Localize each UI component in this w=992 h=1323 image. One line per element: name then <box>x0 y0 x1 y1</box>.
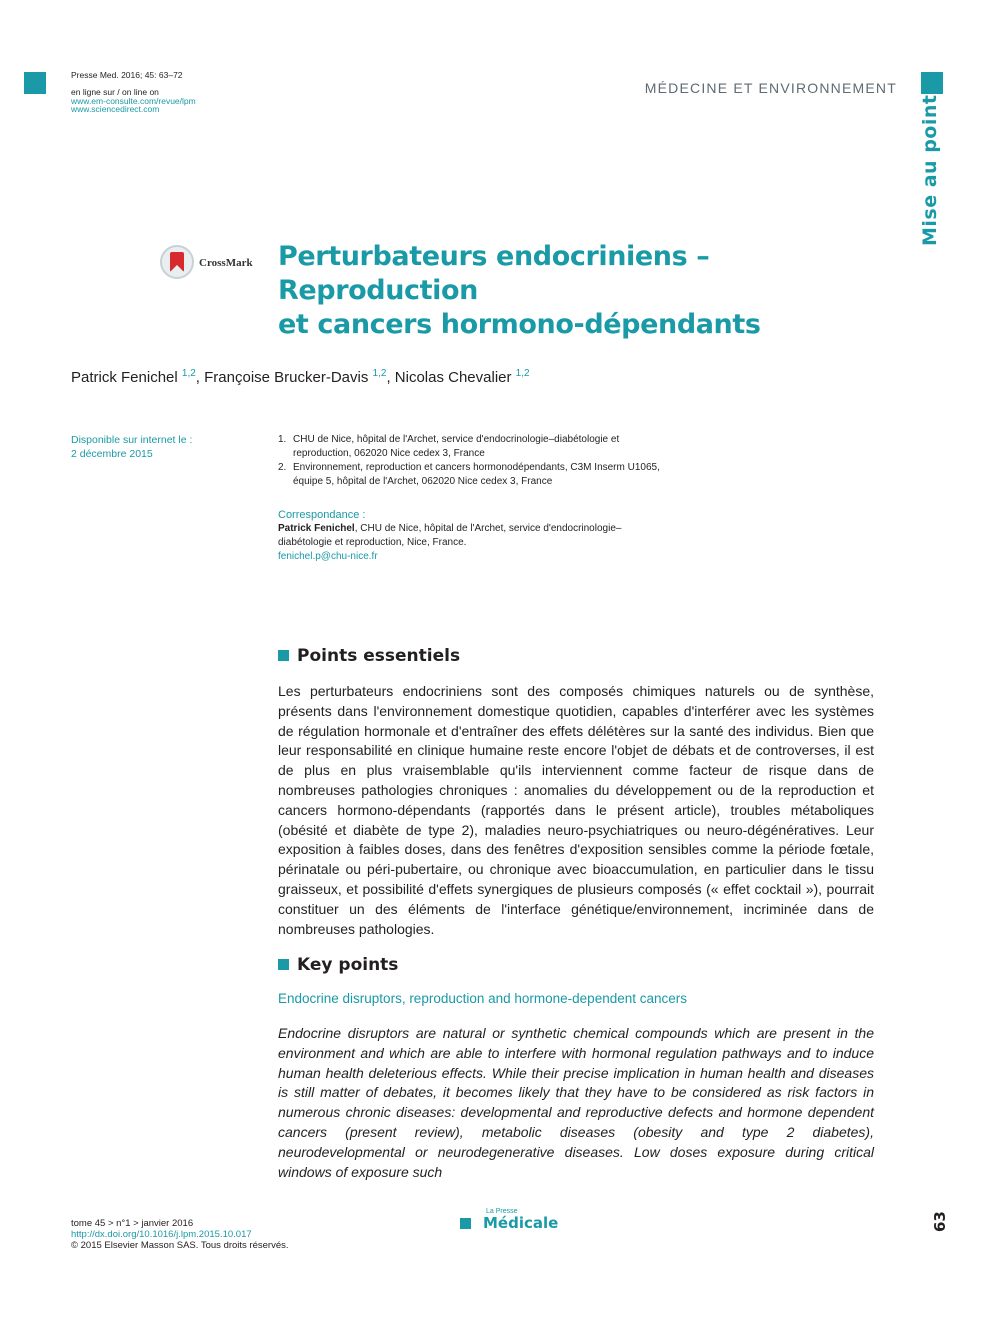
points-essentiels-text: Les perturbateurs endocriniens sont des composés chimiques naturels ou de synthèse, présents dans l'environnement domestique quotidien, capables d'interférer avec les systèmes de régulation hormonale et d'entraîner des effets délétères sur la santé des individus. Bien que leur responsabilité en clinique humaine reste encore l'objet de débats et de controverses, il est de plus en plus vraisemblable qu'ils interviennent comme facteur de risque dans de nombreuses pathologies chroniques : anomalies du développement ou de la reproduction et cancers hormono-dépendants (rapportés dans le présent article), troubles métaboliques (obésité et diabète de type 2), maladies neuro-psychiatriques ou neuro-dégénératives. Leur exposition à faibles doses, dans des fenêtres d'exposition sensibles comme la période fœtale, périnatale ou péri-pubertaire, ou chronique avec bioaccumulation, en particulier dans le tissu graisseux, et possibilité d'effets synergiques de plusieurs composés (« effet cocktail »), pourrait constituer un des éléments de l'interface génétique/environnement, incriminée dans de nombreuses pathologies. <box>278 683 874 937</box>
affiliations <box>278 433 678 489</box>
heading-square-icon <box>278 959 289 970</box>
logo-square-icon <box>460 1218 471 1229</box>
crossmark-badge[interactable] <box>160 245 260 281</box>
sciencedirect-link[interactable]: www.sciencedirect.com <box>71 104 160 114</box>
author-name: Patrick Fenichel <box>71 369 178 386</box>
author-name: Nicolas Chevalier <box>394 369 512 386</box>
copyright: © 2015 Elsevier Masson SAS. Tous droits réservés. <box>71 1240 289 1251</box>
points-essentiels-heading: Points essentiels <box>278 646 460 666</box>
key-points-text: Endocrine disruptors are natural or synthetic chemical compounds which are present in the environment and which are able to interfere with hormonal regulation pathways and to induce human health deleterious effects. While their precise implication in human health and diseases is still matter of debates, it becomes likely that they have to be considered as risk factors in numerous chronic diseases: developmental and reproductive defects and hormone dependent cancers (present review), metabolic diseases (obesity and type 2 diabetes), neurodevelopmental or neurodegenerative diseases. Low doses exposure during critical windows of exposure such <box>278 1025 874 1180</box>
affiliation-item: 1. CHU de Nice, hôpital de l'Archet, service d'endocrinologie–diabétologie et reproduction, 062020 Nice cedex 3, France <box>278 434 620 459</box>
crossmark-label: CrossMark <box>199 257 253 269</box>
key-points-subtitle: Endocrine disruptors, reproduction and hormone-dependent cancers <box>278 991 688 1006</box>
article-title <box>278 240 878 342</box>
author-name: Françoise Brucker-Davis <box>204 369 369 386</box>
doi-link[interactable]: http://dx.doi.org/10.1016/j.lpm.2015.10.017 <box>71 1229 252 1240</box>
online-label: en ligne sur / on line on <box>71 87 159 97</box>
journal-reference: Presse Med. 2016; 45: 63–72 <box>71 70 183 80</box>
affiliation-item: 2. Environnement, reproduction et cancers hormonodépendants, C3M Inserm U1065, équipe 5, hôpital de l'Archet, 062020 Nice cedex 3, France <box>278 462 660 487</box>
author-list: Patrick Fenichel $^{1,2}$, Françoise Brucker-Davis $^{1,2}$, Nicolas Chevalier $^{1,2}$ <box>71 368 530 386</box>
author-affiliation-ref: 1,2 <box>372 368 387 379</box>
correspondence-name: Patrick Fenichel <box>278 523 355 534</box>
issue-info: tome 45 > n°1 > janvier 2016 <box>71 1218 194 1229</box>
title-line-2: et cancers hormono-dépendants <box>278 309 761 340</box>
heading-square-icon <box>278 650 289 661</box>
correspondence-address: , CHU de Nice, hôpital de l'Archet, service d'endocrinologie–diabétologie et reproduction, Nice, France. <box>278 523 622 548</box>
corner-square-left <box>24 72 46 94</box>
footer-citation <box>71 1218 289 1251</box>
correspondence-email-link[interactable]: fenichel.p@chu-nice.fr <box>278 551 378 562</box>
author-affiliation-ref: 1,2 <box>515 368 530 379</box>
page-number: 63 <box>931 1211 949 1232</box>
availability-date: Disponible sur internet le : 2 décembre 2015 <box>71 434 193 460</box>
correspondence <box>278 508 658 564</box>
journal-url-link[interactable]: www.em-consulte.com/revue/lpm <box>71 96 196 106</box>
crossmark-icon <box>160 245 194 279</box>
author-affiliation-ref: 1,2 <box>181 368 196 379</box>
section-title: MÉDECINE ET ENVIRONNEMENT <box>644 80 897 96</box>
key-points-heading: Key points <box>278 955 398 975</box>
correspondence-label: Correspondance : <box>278 509 366 521</box>
corner-square-right <box>921 72 943 94</box>
title-line-1: Perturbateurs endocriniens – Reproduction <box>278 241 710 306</box>
side-label: Mise au point <box>919 94 941 246</box>
